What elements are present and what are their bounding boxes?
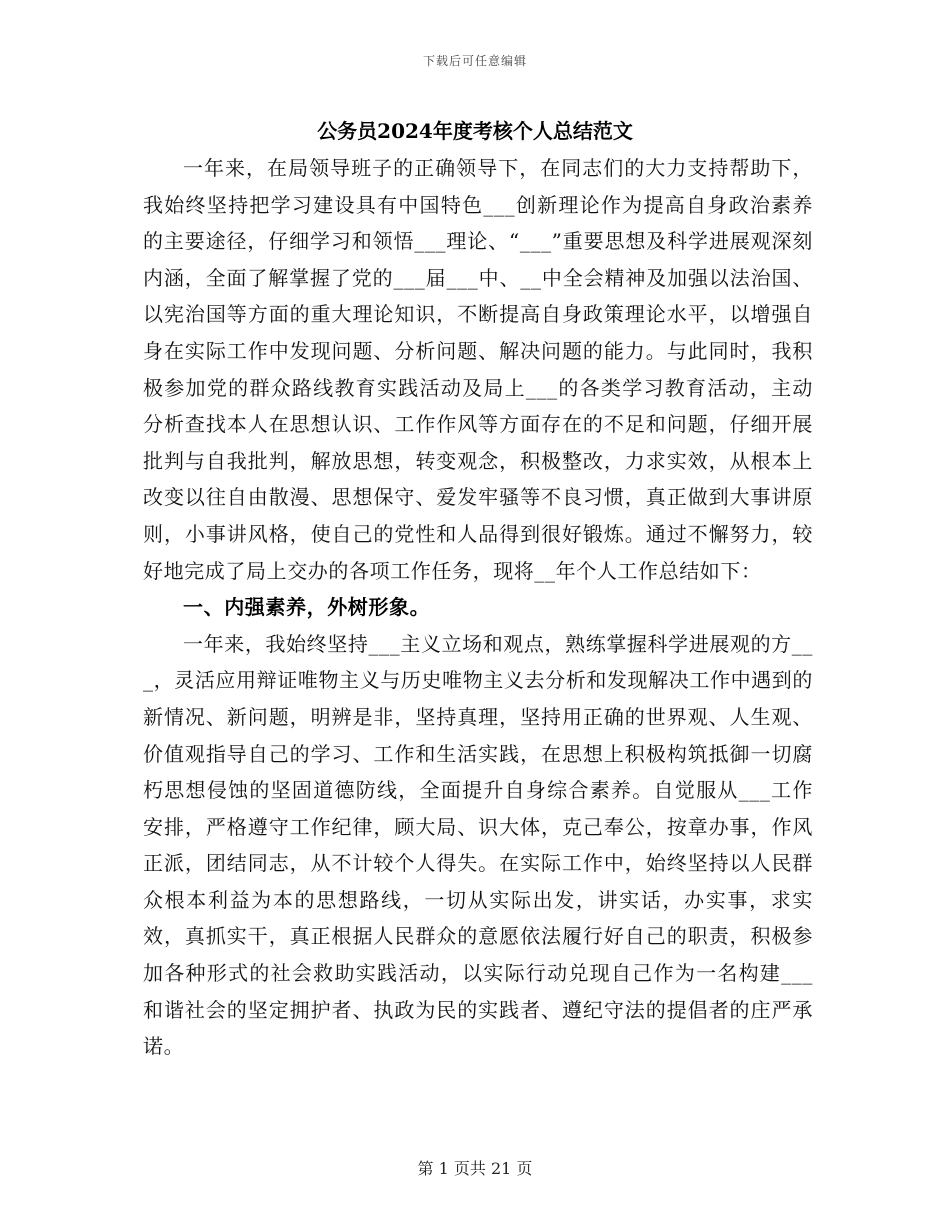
section-paragraph: 一年来，我始终坚持___主义立场和观点，熟练掌握科学进展观的方___，灵活应用辩证唯物主义与历史唯物主义去分析和发现解决工作中遇到的新情况、新问题，明辨是非，坚持真理，坚持用正确的世界观、人生观、价值观指导自己的学习、工作和生活实践，在思想上积极构筑抵御一切腐朽思想侵蚀的坚固道德防线，全面提升自身综合素养。自觉服从___工作安排，严格遵守工作纪律，顾大局、识大体，克己奉公，按章办事，作风正派，团结同志，从不计较个人得失。在实际工作中，始终坚持以人民群众根本利益为本的思想路线，一切从实际出发，讲实话，办实事，求实效，真抓实干，真正根据人民群众的意愿依法履行好自己的职责，积极参加各种形式的社会救助实践活动，以实际行动兑现自己作为一名构建___和谐社会的坚定拥护者、执政为民的实践者、遵纪守法的提倡者的庄严承诺。 [143,631,813,1059]
document-title: 公务员2024年度考核个人总结范文 [317,119,633,143]
intro-paragraph: 一年来，在局领导班子的正确领导下，在同志们的大力支持帮助下，我始终坚持把学习建设具有中国特色___创新理论作为提高自身政治素养的主要途径，仔细学习和领悟___理论、“___”重要思想及科学进展观深刻内涵，全面了解掌握了党的___届___中、__中全会精神及加强以法治国、以宪治国等方面的重大理论知识，不断提高自身政策理论水平，以增强自身在实际工作中发现问题、分析问题、解决问题的能力。与此同时，我积极参加党的群众路线教育实践活动及局上___的各类学习教育活动，主动分析查找本人在思想认识、工作作风等方面存在的不足和问题，仔细开展批判与自我批判，解放思想，转变观念，积极整改，力求实效，从根本上改变以往自由散漫、思想保守、爱发牢骚等不良习惯，真正做到大事讲原则，小事讲风格，使自己的党性和人品得到很好锻炼。通过不懈努力，较好地完成了局上交办的各项工作任务，现将__年个人工作总结如下： [143,156,813,583]
page-number-footer: 第 1 页共 21 页 [417,1159,533,1178]
section-heading: 一、内强素养，外树形象。 [183,595,431,620]
document-body [143,150,813,1065]
page-header-note: 下载后可任意编辑 [422,54,527,68]
